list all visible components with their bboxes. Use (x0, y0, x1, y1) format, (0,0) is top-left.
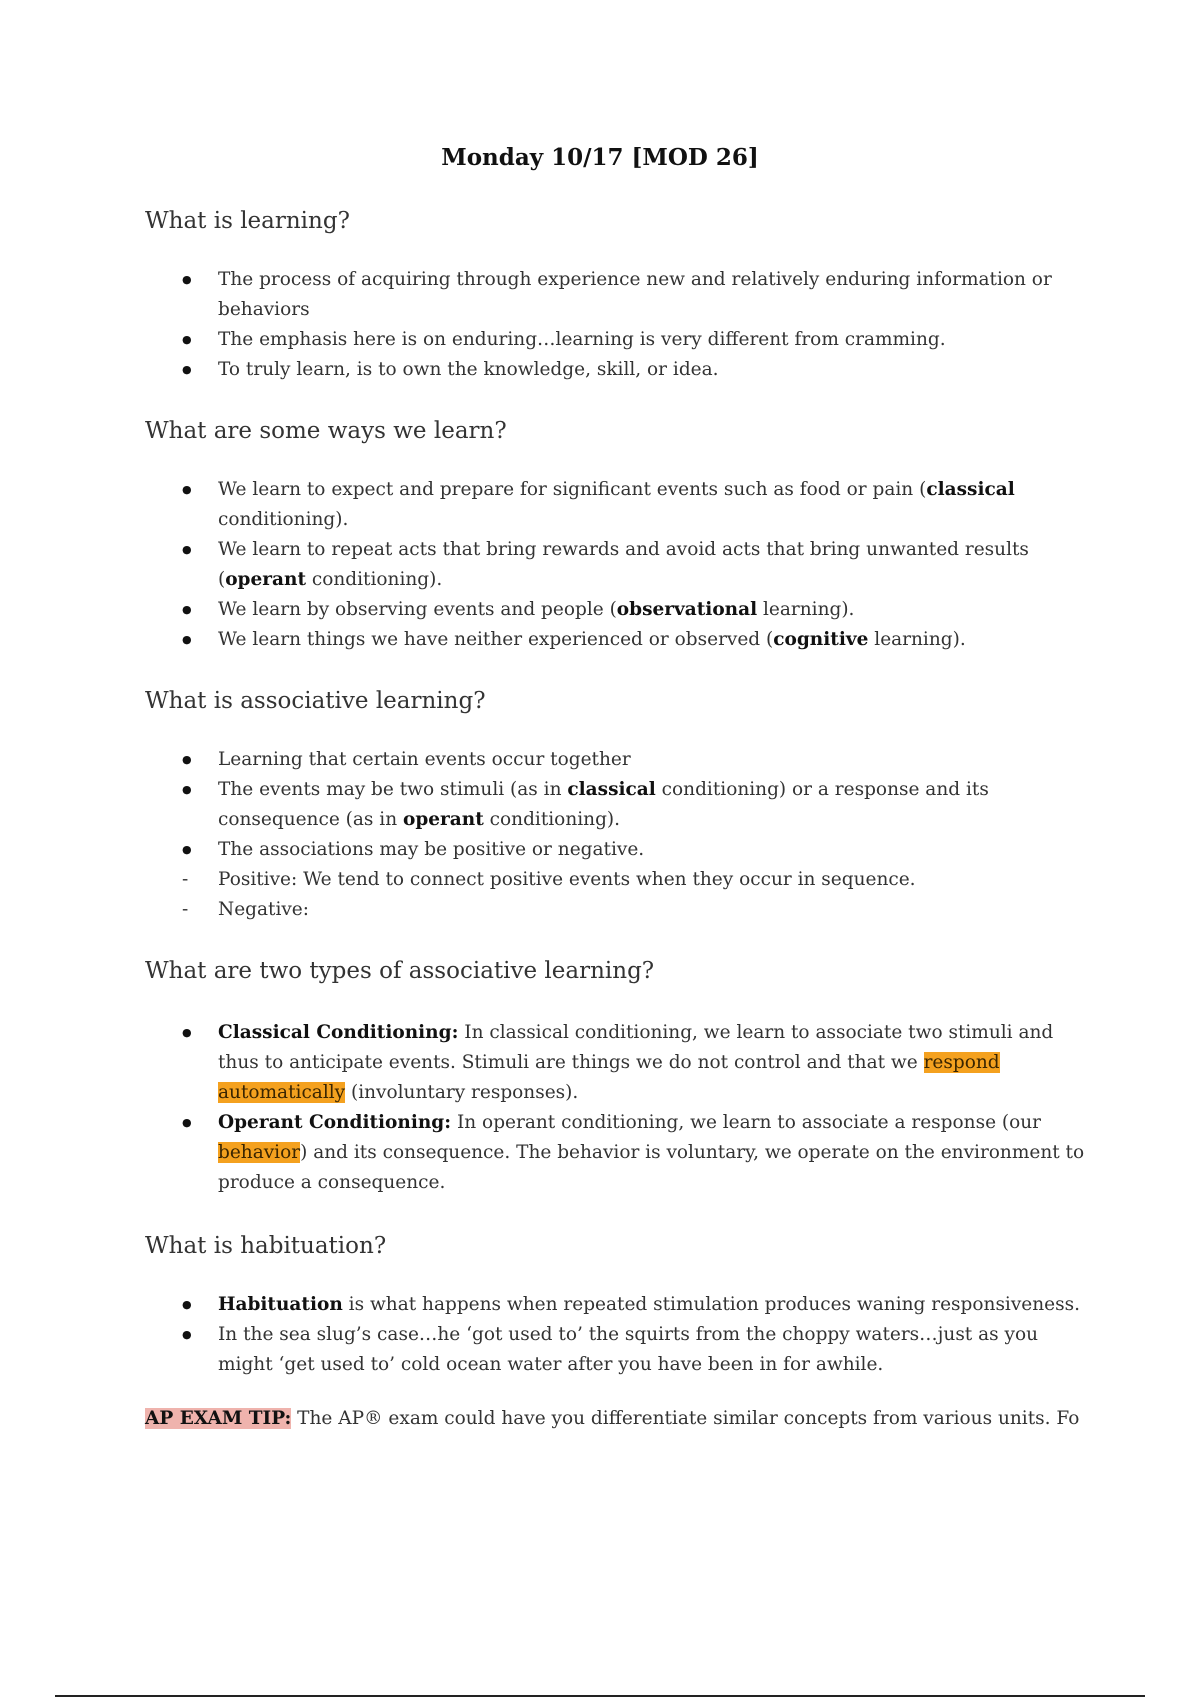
bullet-list (145, 265, 1095, 385)
list-item: ● The events may be two stimuli (as in classical conditioning) or a response and its consequence (as in operant conditioning). (145, 775, 1095, 835)
list-item: ● We learn by observing events and people (observational learning). (145, 595, 1095, 625)
bullet-list (145, 475, 1095, 655)
section-heading-what-is-learning: What is learning? (145, 208, 350, 234)
bullet-list (145, 745, 1095, 925)
list-item: ● We learn to repeat acts that bring rewards and avoid acts that bring unwanted results (operant conditioning). (145, 535, 1095, 595)
section-heading-two-types: What are two types of associative learning? (145, 958, 655, 984)
section-heading-habituation: What is habituation? (145, 1233, 387, 1259)
list-item: ● Habituation is what happens when repeated stimulation produces waning responsiveness. (145, 1290, 1095, 1320)
sub-list (145, 865, 1095, 925)
section-heading-ways-we-learn: What are some ways we learn? (145, 418, 507, 444)
list-item: ● The associations may be positive or negative. - Positive: We tend to connect positive events when they occur in sequence. - Negative: (145, 835, 1095, 925)
list-item: ● Operant Conditioning: In operant conditioning, we learn to associate a response (our behavior) and its consequence. The behavior is voluntary, we operate on the environment to produce a consequence. (145, 1108, 1095, 1198)
list-item: ● The emphasis here is on enduring…learning is very different from cramming. (145, 325, 1095, 355)
list-item: ● We learn things we have neither experienced or observed (cognitive learning). (145, 625, 1095, 655)
list-item: ● To truly learn, is to own the knowledge, skill, or idea. (145, 355, 1095, 385)
highlighted-text: behavior (218, 1142, 301, 1163)
list-item: ● The process of acquiring through experience new and relatively enduring information or behaviors (145, 265, 1095, 325)
sub-list-item: - Positive: We tend to connect positive events when they occur in sequence. (145, 865, 1095, 895)
page-divider (55, 1695, 1145, 1697)
ap-exam-tip (145, 1408, 1079, 1429)
section-heading-associative-learning: What is associative learning? (145, 688, 486, 714)
list-item: ● We learn to expect and prepare for significant events such as food or pain (classical conditioning). (145, 475, 1095, 535)
page-title: Monday 10/17 [MOD 26] (441, 144, 759, 171)
sub-list-item: - Negative: (145, 895, 1095, 925)
bullet-list (145, 1018, 1095, 1198)
bullet-list (145, 1290, 1095, 1380)
tip-text: The AP® exam could have you differentiate similar concepts from various units. Fo (291, 1408, 1080, 1429)
list-item: ● In the sea slug’s case…he ‘got used to’ the squirts from the choppy waters…just as you might ‘get used to’ cold ocean water after you have been in for awhile. (145, 1320, 1095, 1380)
list-item: ● Classical Conditioning: In classical conditioning, we learn to associate two stimuli and thus to anticipate events. Stimuli are things we do not control and that we respond automatically (involuntary responses). (145, 1018, 1095, 1108)
highlighted-text: respond automatically (218, 1052, 1000, 1103)
tip-label: AP EXAM TIP: (145, 1408, 292, 1429)
list-item: ● Learning that certain events occur together (145, 745, 1095, 775)
